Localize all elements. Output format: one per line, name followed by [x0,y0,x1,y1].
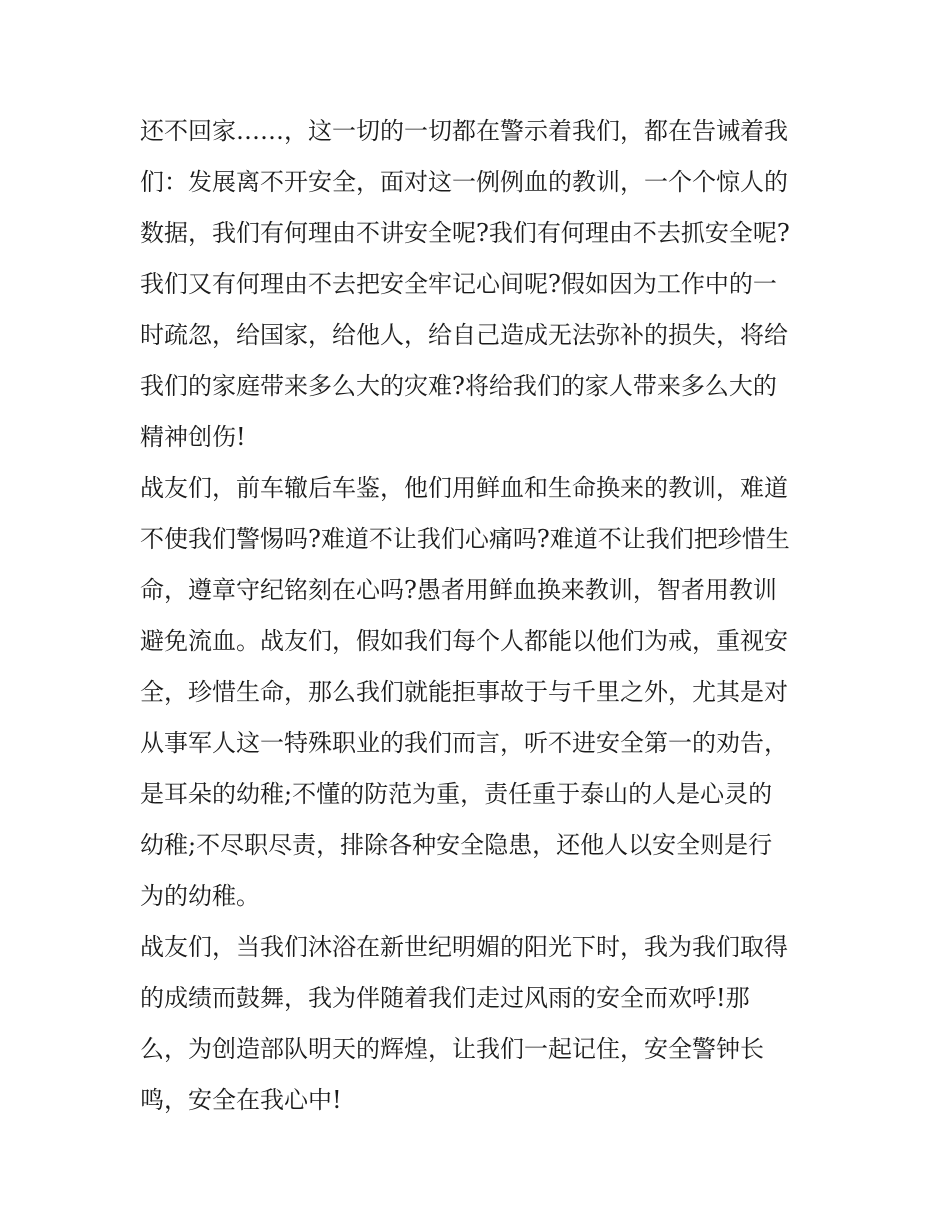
text-line: 不使我们警惕吗?难道不让我们心痛吗?难道不让我们把珍惜生 [140,525,790,553]
text-line: 是耳朵的幼稚;不懂的防范为重，责任重于泰山的人是心灵的 [140,780,773,808]
text-line: 从事军人这一特殊职业的我们而言，听不进安全第一的劝告， [140,729,788,757]
text-line: 战友们，前车辙后车鉴，他们用鲜血和生命换来的教训，难道 [140,474,788,502]
document-body [140,106,820,1126]
text-line: 么，为创造部队明天的辉煌，让我们一起记住，安全警钟长 [140,1035,764,1063]
text-line: 精神创伤! [140,423,246,451]
text-line: 全，珍惜生命，那么我们就能拒事故于与千里之外，尤其是对 [140,678,788,706]
text-line: 鸣，安全在我心中! [140,1086,342,1114]
text-line: 战友们，当我们沐浴在新世纪明媚的阳光下时，我为我们取得 [140,933,788,961]
text-line: 数据，我们有何理由不讲安全呢?我们有何理由不去抓安全呢? [140,219,790,247]
text-line: 时疏忽，给国家，给他人，给自己造成无法弥补的损失，将给 [140,321,788,349]
text-line: 我们的家庭带来多么大的灾难?将给我们的家人带来多么大的 [140,372,777,400]
text-line: 避免流血。战友们，假如我们每个人都能以他们为戒，重视安 [140,627,788,655]
paragraph-2 [140,463,820,922]
text-line: 们：发展离不开安全，面对这一例例血的教训，一个个惊人的 [140,168,788,196]
text-line: 幼稚;不尽职尽责，排除各种安全隐患，还他人以安全则是行 [140,831,773,859]
text-line: 还不回家……，这一切的一切都在警示着我们，都在告诫着我 [140,117,788,145]
text-line: 的成绩而鼓舞，我为伴随着我们走过风雨的安全而欢呼!那 [140,984,750,1012]
paragraph-1 [140,106,820,463]
text-line: 我们又有何理由不去把安全牢记心间呢?假如因为工作中的一 [140,270,777,298]
text-line: 为的幼稚。 [140,882,260,910]
paragraph-3 [140,922,820,1126]
text-line: 命，遵章守纪铭刻在心吗?愚者用鲜血换来教训，智者用教训 [140,576,777,604]
